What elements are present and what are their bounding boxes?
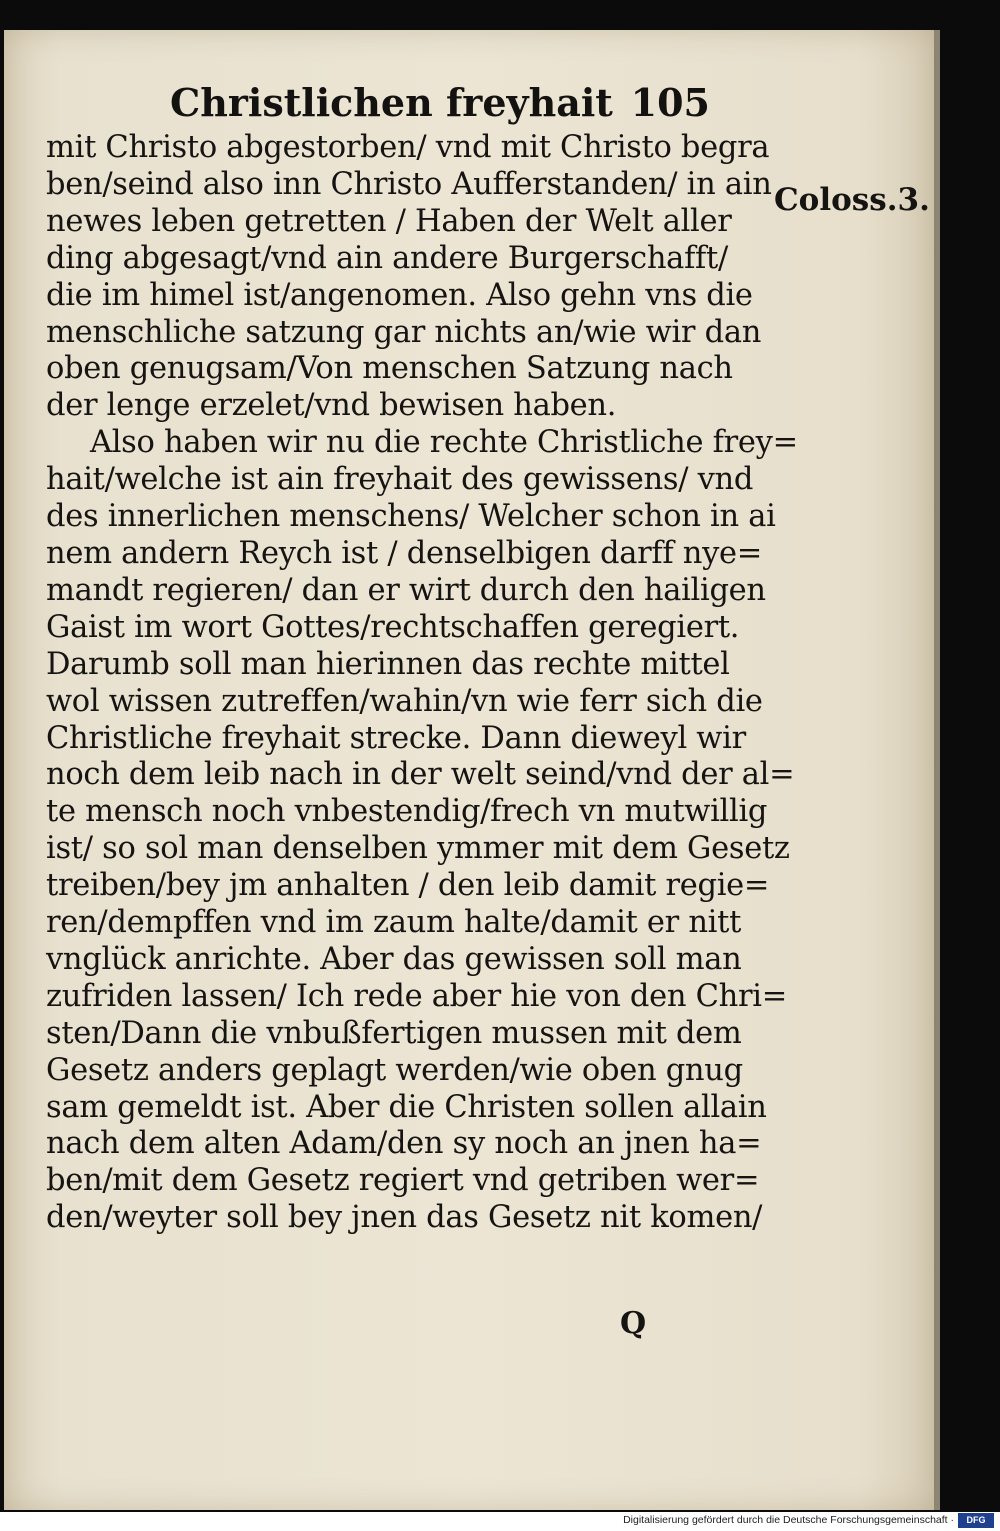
text-line: Gaist im wort Gottes/rechtschaffen geregiert.	[46, 609, 740, 645]
text-line: te mensch noch vnbestendig/frech vn mutwillig	[46, 794, 768, 830]
running-head	[170, 80, 710, 130]
text-line: die im himel ist/angenomen. Also gehn vns die	[46, 277, 753, 313]
text-line: ren/dempffen vnd im zaum halte/damit er nitt	[46, 905, 742, 941]
text-line: menschliche satzung gar nichts an/wie wir dan	[46, 314, 762, 350]
text-line: mit Christo abgestorben/ vnd mit Christo begra	[46, 130, 770, 165]
text-line: Darumb soll man hierinnen das rechte mittel	[46, 646, 730, 682]
text-line: noch dem leib nach in der welt seind/vnd der al=	[46, 757, 795, 793]
body-text	[46, 130, 798, 1237]
marginal-note: Coloss.3.	[774, 182, 930, 218]
text-line: hait/welche ist ain freyhait des gewissens/ vnd	[46, 462, 754, 498]
dfg-logo: DFG	[958, 1513, 994, 1528]
text-line: ben/mit dem Gesetz regiert vnd getriben wer=	[46, 1163, 760, 1199]
signature-mark: Q	[620, 1306, 647, 1341]
text-line: nach dem alten Adam/den sy noch an jnen ha=	[46, 1126, 762, 1162]
text-line: oben genugsam/Von menschen Satzung nach	[46, 351, 733, 387]
text-line: newes leben getretten / Haben der Welt aller	[46, 203, 732, 239]
text-line: sam gemeldt ist. Aber die Christen sollen allain	[46, 1089, 767, 1125]
running-title: Christlichen freyhait	[170, 80, 613, 125]
text-line: ding abgesagt/vnd ain andere Burgerschafft/	[46, 240, 728, 276]
text-line: ist/ so sol man denselben ymmer mit dem Gesetz	[46, 831, 790, 867]
text-line: ben/seind also inn Christo Aufferstanden/ in ain	[46, 166, 772, 202]
text-line: treiben/bey jm anhalten / den leib damit regie=	[46, 868, 770, 904]
footer-credit: Digitalisierung gefördert durch die Deutsche Forschungsgemeinschaft ·	[623, 1514, 954, 1526]
text-line: mandt regieren/ dan er wirt durch den hailigen	[46, 572, 766, 608]
text-line: zufriden lassen/ Ich rede aber hie von den Chri=	[46, 978, 788, 1014]
page-number: 105	[630, 80, 710, 125]
text-line: Gesetz anders geplagt werden/wie oben gnug	[46, 1052, 743, 1088]
text-line: des innerlichen menschens/ Welcher schon in ai	[46, 499, 776, 535]
text-line: vnglück anrichte. Aber das gewissen soll man	[46, 941, 742, 977]
text-line: den/weyter soll bey jnen das Gesetz nit komen/	[46, 1200, 763, 1236]
text-line: nem andern Reych ist / denselbigen darff nye=	[46, 535, 763, 571]
text-line: wol wissen zutreffen/wahin/vn wie ferr sich die	[46, 683, 763, 719]
page-edge	[934, 30, 940, 1510]
paragraph-start-line: Also haben wir nu die rechte Christliche frey=	[90, 425, 798, 461]
text-line: der lenge erzelet/vnd bewisen haben.	[46, 388, 617, 424]
text-line: Christliche freyhait strecke. Dann dieweyl wir	[46, 720, 746, 756]
text-line: sten/Dann die vnbußfertigen mussen mit dem	[46, 1015, 742, 1051]
